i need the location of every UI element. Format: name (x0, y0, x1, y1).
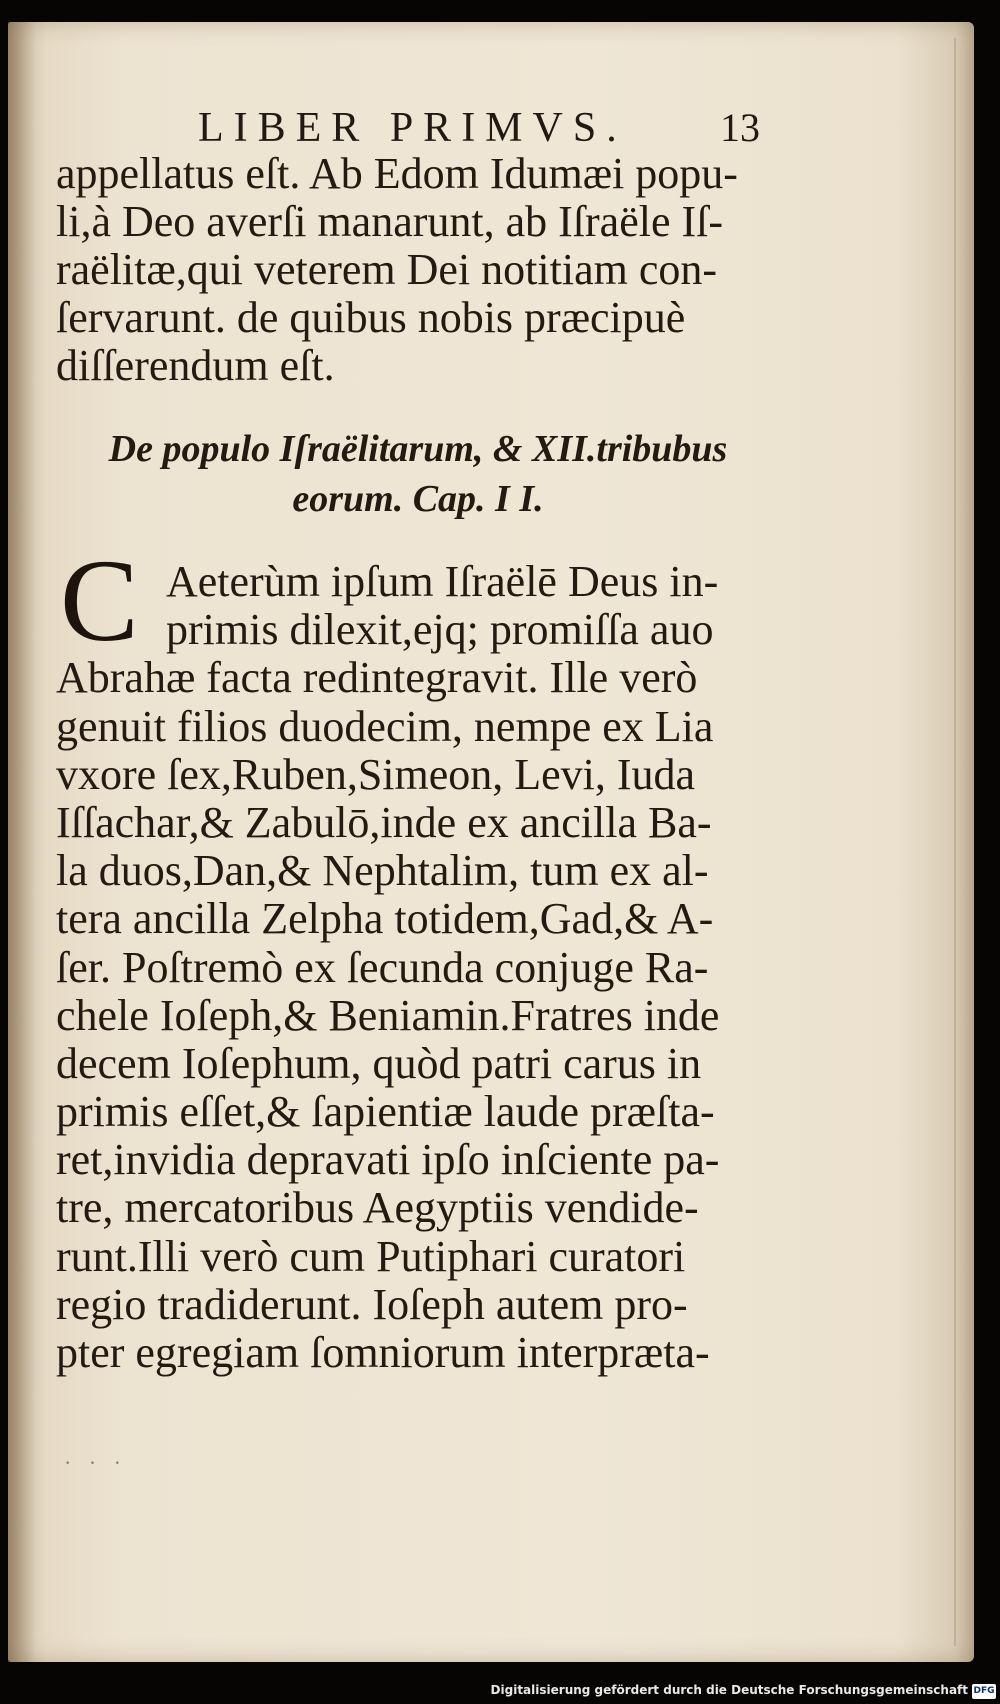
text-line: pter egregiam ſomniorum interpræta- (56, 1328, 710, 1377)
text-line: raëlitæ,qui veterem Dei notitiam con- (56, 245, 718, 294)
text-line: ſer. Poſtremò ex ſecunda conjuge Ra- (56, 942, 709, 992)
text-line: genuit filios duodecim, nempe ex Lia (56, 701, 714, 751)
text-line: ret,invidia depravati ipſo inſciente pa- (56, 1135, 720, 1185)
text-line: decem Ioſephum, quòd patri carus in (56, 1038, 702, 1088)
text-line: la duos,Dan,& Nephtalim, tum ex al- (56, 846, 709, 896)
dfg-logo: DFG (972, 1684, 996, 1699)
text-line: ſervarunt. de quibus nobis præcipuè (56, 293, 686, 342)
text-line: primis eſſet,& ſapientiæ laude præſta- (56, 1087, 715, 1137)
chapter-heading-line: De populo Iſraëlitarum, & XII.tribubus (108, 428, 728, 470)
page-gutter-shadow (8, 22, 36, 1662)
page-edge-line (954, 38, 956, 1646)
text-line: li,à Deo averſi manarunt, ab Iſraële Iſ- (56, 197, 724, 246)
ink-smudge: · · · (64, 1450, 127, 1475)
text-line: primis dilexit,ejq; promiſſa auo (166, 605, 714, 655)
text-line: diſſerendum eſt. (56, 341, 335, 390)
text-line: vxore ſex,Ruben,Simeon, Levi, Iuda (56, 749, 696, 799)
chapter-heading-line: eorum. Cap. I I. (292, 478, 544, 520)
page-number: 13 (720, 105, 760, 150)
text-line: Aeterùm ipſum Iſraëlē Deus in- (166, 557, 719, 606)
text-line: runt.Illi verò cum Putiphari curatori (56, 1231, 686, 1281)
digitization-credit: Digitalisierung gefördert durch die Deutsche Forschungsgemeinschaft (490, 1683, 968, 1697)
paragraph-2 (56, 558, 776, 1377)
text-line: appellatus eſt. Ab Edom Idumæi popu- (56, 149, 738, 198)
text-line: Iſſachar,& Zabulō,inde ex ancilla Ba- (56, 797, 712, 847)
paragraph-1 (56, 150, 776, 390)
text-line: regio tradiderunt. Ioſeph autem pro- (56, 1279, 688, 1329)
drop-cap: C (60, 535, 139, 666)
chapter-heading (68, 424, 768, 524)
text-line: chele Ioſeph,& Beniamin.Fratres inde (56, 990, 720, 1040)
running-head-title: LIBER PRIMVS. (198, 105, 627, 151)
running-head (8, 104, 974, 154)
book-page (8, 22, 974, 1662)
text-line: tera ancilla Zelpha totidem,Gad,& A- (56, 894, 714, 944)
text-line: tre, mercatoribus Aegyptiis vendide- (56, 1183, 699, 1233)
text-line: Abrahæ facta redintegravit. Ille verò (56, 653, 698, 703)
